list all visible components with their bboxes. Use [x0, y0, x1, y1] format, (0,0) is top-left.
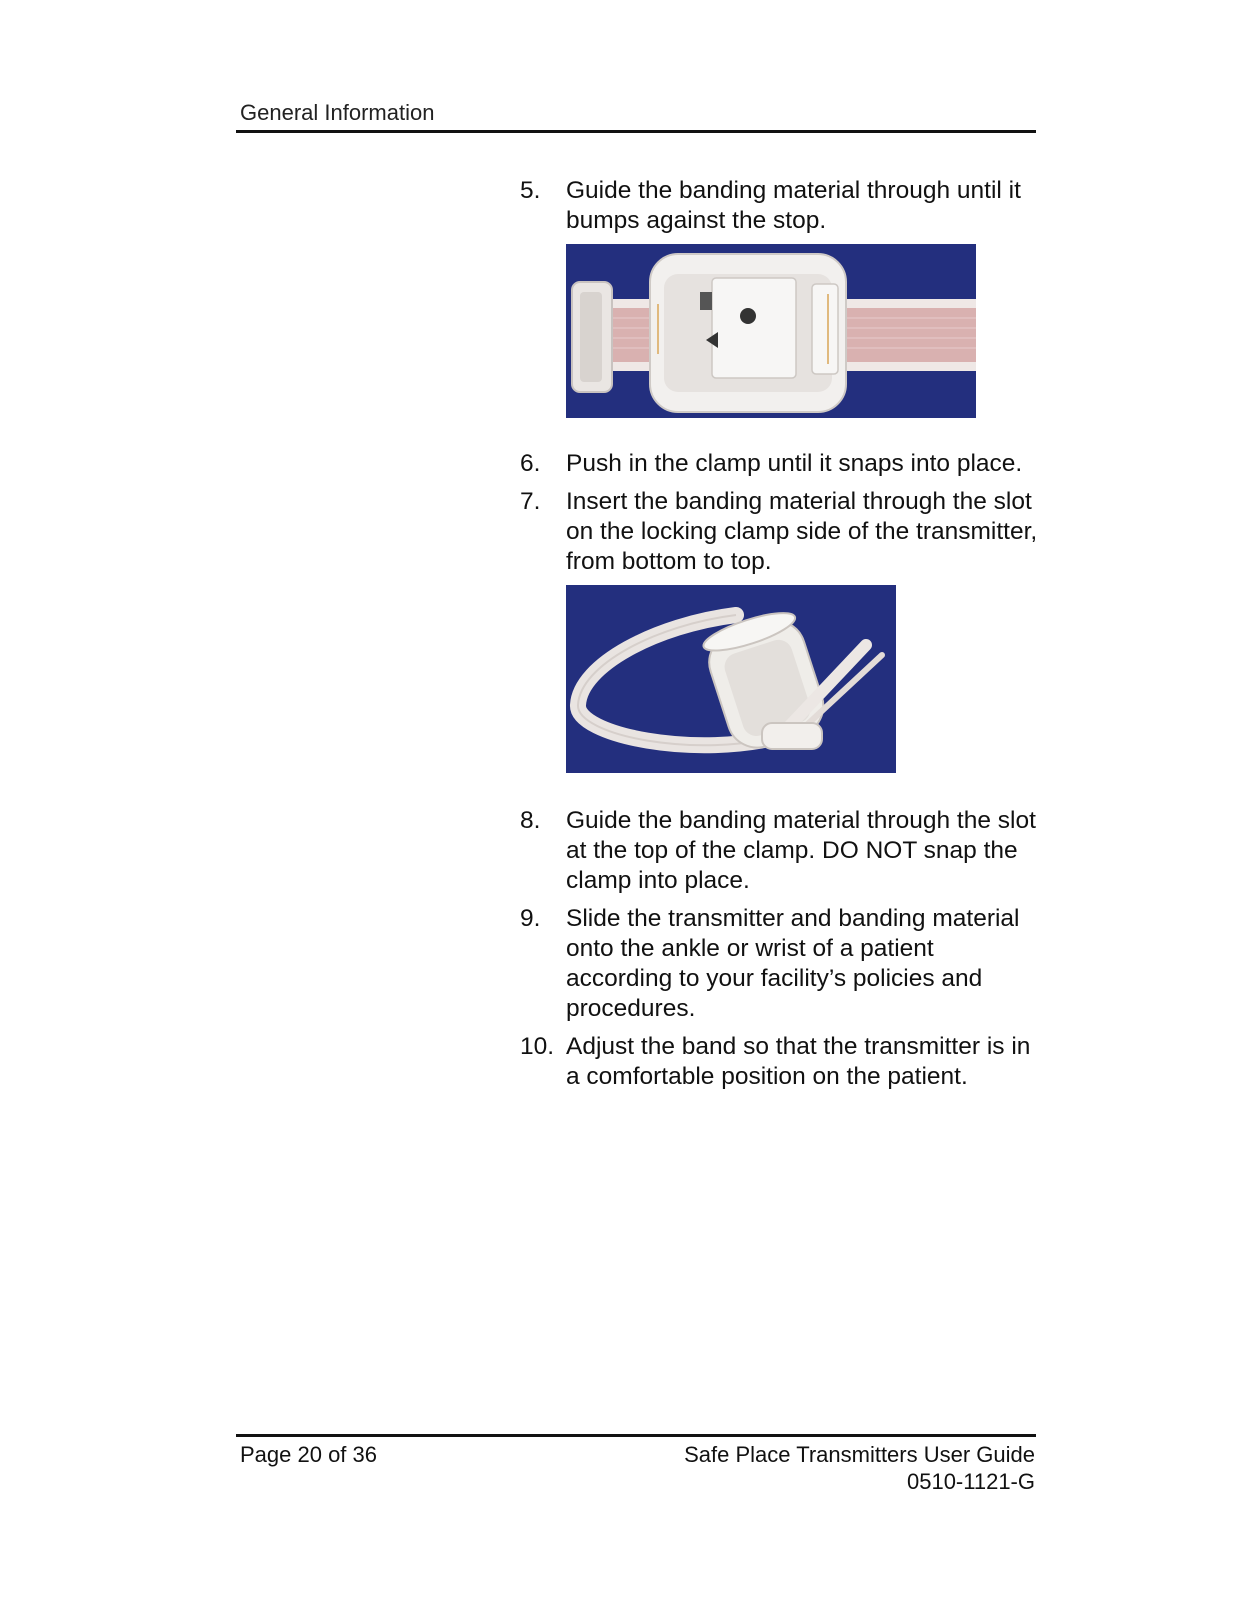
- transmitter-with-band-photo: [566, 244, 976, 418]
- step-6: [520, 449, 1040, 479]
- transmitter-logo-icon: [740, 308, 756, 324]
- footer-rule: [236, 1434, 1036, 1437]
- step-text: Insert the banding material through the slot on the locking clamp side of the transmitter, from bottom to top.: [566, 488, 1038, 575]
- step-number: 7.: [520, 488, 541, 515]
- step-10: [520, 1032, 1040, 1092]
- step-list: [520, 176, 1040, 1100]
- transmitter-band-loop-photo: [566, 585, 896, 773]
- locking-clamp: [762, 723, 822, 749]
- document-number: 0510-1121-G: [906, 1469, 1035, 1494]
- step-number: 9.: [520, 905, 541, 932]
- step-8: [520, 806, 1040, 896]
- step-text: Slide the transmitter and banding material onto the ankle or wrist of a patient according to your facility’s policies and procedures.: [566, 905, 1020, 1022]
- band-slot: [812, 284, 838, 374]
- step-text: Adjust the band so that the transmitter is in a comfortable position on the patient.: [566, 1033, 1031, 1090]
- step-9: [520, 904, 1040, 1024]
- step-number: 5.: [520, 177, 541, 204]
- header-rule: [236, 130, 1036, 133]
- running-header: General Information: [240, 100, 435, 125]
- figure-band-through-stop: [566, 244, 1040, 423]
- step-5: [520, 176, 1040, 236]
- guide-title: Safe Place Transmitters User Guide: [684, 1442, 1035, 1467]
- page-number: Page 20 of 36: [240, 1442, 378, 1467]
- step-number: 10.: [520, 1033, 555, 1060]
- step-text: Guide the banding material through the slot at the top of the clamp. DO NOT snap the clamp into place.: [566, 807, 1036, 894]
- step-7: [520, 487, 1040, 577]
- step-number: 6.: [520, 450, 541, 477]
- step-number: 8.: [520, 807, 541, 834]
- figure-band-through-slot: [566, 585, 1040, 778]
- step-text: Guide the banding material through until it bumps against the stop.: [566, 177, 1021, 234]
- step-text: Push in the clamp until it snaps into place.: [566, 450, 1023, 477]
